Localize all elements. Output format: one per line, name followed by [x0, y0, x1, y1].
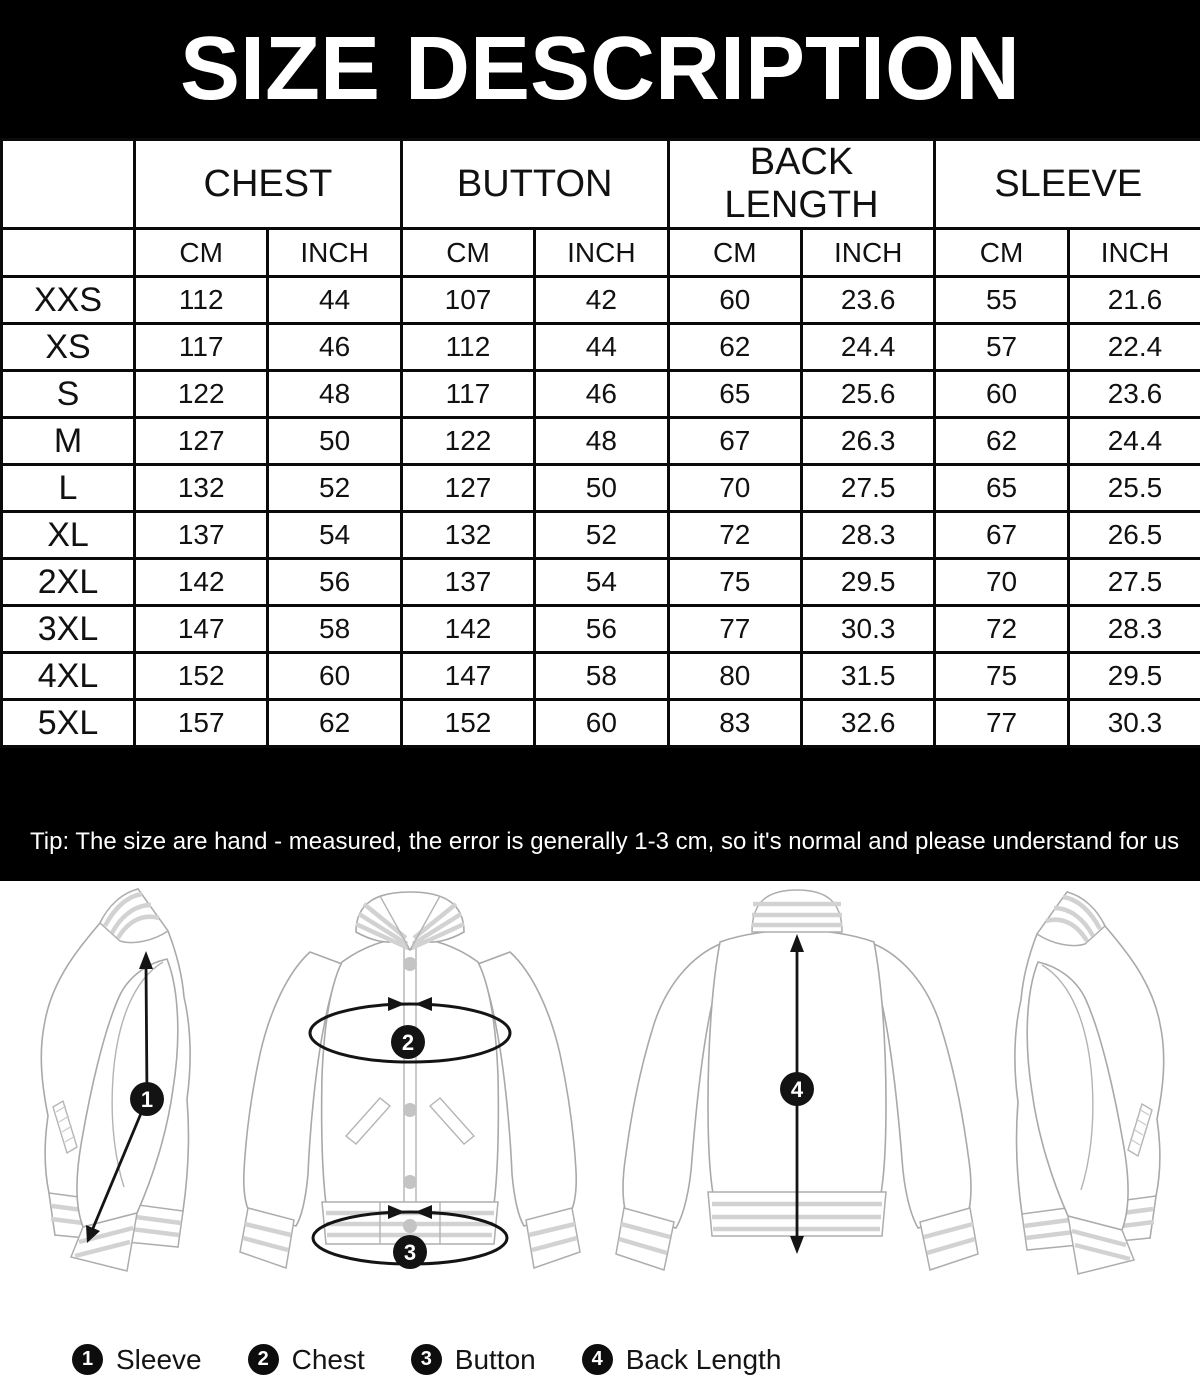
legend-label-sleeve: Sleeve [116, 1344, 202, 1376]
value-cell: 48 [535, 418, 668, 465]
value-cell: 25.5 [1068, 465, 1200, 512]
col-header-back-length: BACK LENGTH [668, 140, 935, 229]
table-row [2, 559, 1200, 606]
value-cell: 50 [268, 418, 401, 465]
unit-header: INCH [535, 229, 668, 277]
value-cell: 60 [668, 277, 801, 324]
col-header-sleeve: SLEEVE [935, 140, 1200, 229]
value-cell: 29.5 [1068, 653, 1200, 700]
value-cell: 132 [401, 512, 534, 559]
tip-banner [0, 748, 1200, 881]
value-cell: 77 [668, 606, 801, 653]
col-header-chest: CHEST [135, 140, 402, 229]
value-cell: 60 [268, 653, 401, 700]
value-cell: 65 [935, 465, 1068, 512]
number-badge-1: 1 [72, 1344, 103, 1375]
value-cell: 122 [401, 418, 534, 465]
value-cell: 48 [268, 371, 401, 418]
value-cell: 24.4 [801, 324, 934, 371]
size-label-cell: XL [2, 512, 135, 559]
value-cell: 60 [935, 371, 1068, 418]
value-cell: 62 [668, 324, 801, 371]
table-row [2, 606, 1200, 653]
size-label-cell: L [2, 465, 135, 512]
value-cell: 56 [535, 606, 668, 653]
value-cell: 25.6 [801, 371, 934, 418]
table-row [2, 371, 1200, 418]
value-cell: 67 [668, 418, 801, 465]
unit-header: CM [668, 229, 801, 277]
value-cell: 67 [935, 512, 1068, 559]
value-cell: 52 [268, 465, 401, 512]
value-cell: 137 [135, 512, 268, 559]
value-cell: 60 [535, 700, 668, 747]
table-row [2, 700, 1200, 747]
svg-text:4: 4 [791, 1077, 804, 1102]
jacket-side-view-right [995, 884, 1195, 1294]
unit-header: INCH [268, 229, 401, 277]
value-cell: 22.4 [1068, 324, 1200, 371]
value-cell: 112 [401, 324, 534, 371]
legend-item-back-length [582, 1344, 782, 1376]
value-cell: 30.3 [1068, 700, 1200, 747]
value-cell: 54 [268, 512, 401, 559]
svg-text:1: 1 [141, 1087, 153, 1112]
value-cell: 127 [135, 418, 268, 465]
size-label-cell: 2XL [2, 559, 135, 606]
size-label-cell: 4XL [2, 653, 135, 700]
value-cell: 44 [535, 324, 668, 371]
value-cell: 23.6 [1068, 371, 1200, 418]
value-cell: 42 [535, 277, 668, 324]
size-label-cell: 5XL [2, 700, 135, 747]
number-badge-2: 2 [248, 1344, 279, 1375]
table-row [2, 512, 1200, 559]
value-cell: 55 [935, 277, 1068, 324]
value-cell: 30.3 [801, 606, 934, 653]
legend-label-chest: Chest [292, 1344, 365, 1376]
title-banner [0, 0, 1200, 138]
value-cell: 83 [668, 700, 801, 747]
svg-text:3: 3 [404, 1240, 416, 1265]
size-label-cell: M [2, 418, 135, 465]
measurement-diagrams [0, 881, 1200, 1322]
value-cell: 70 [668, 465, 801, 512]
value-cell: 27.5 [1068, 559, 1200, 606]
value-cell: 75 [668, 559, 801, 606]
value-cell: 26.5 [1068, 512, 1200, 559]
value-cell: 77 [935, 700, 1068, 747]
value-cell: 54 [535, 559, 668, 606]
value-cell: 117 [401, 371, 534, 418]
value-cell: 27.5 [801, 465, 934, 512]
unit-header: CM [935, 229, 1068, 277]
value-cell: 44 [268, 277, 401, 324]
number-badge-4: 4 [582, 1344, 613, 1375]
value-cell: 29.5 [801, 559, 934, 606]
value-cell: 57 [935, 324, 1068, 371]
value-cell: 147 [135, 606, 268, 653]
value-cell: 24.4 [1068, 418, 1200, 465]
unit-header: INCH [801, 229, 934, 277]
value-cell: 152 [135, 653, 268, 700]
value-cell: 46 [535, 371, 668, 418]
value-cell: 62 [935, 418, 1068, 465]
size-label-cell: XS [2, 324, 135, 371]
value-cell: 152 [401, 700, 534, 747]
unit-header: INCH [1068, 229, 1200, 277]
value-cell: 122 [135, 371, 268, 418]
marker-2-chest [391, 1025, 425, 1059]
value-cell: 112 [135, 277, 268, 324]
size-table [0, 138, 1200, 748]
jacket-back-view [612, 884, 982, 1299]
value-cell: 142 [135, 559, 268, 606]
value-cell: 157 [135, 700, 268, 747]
size-table-body [2, 277, 1200, 747]
legend-item-button [411, 1344, 536, 1376]
value-cell: 52 [535, 512, 668, 559]
marker-4-back-length [780, 1072, 814, 1106]
table-row [2, 324, 1200, 371]
value-cell: 28.3 [801, 512, 934, 559]
value-cell: 58 [268, 606, 401, 653]
measurement-legend [0, 1322, 1200, 1397]
value-cell: 62 [268, 700, 401, 747]
number-badge-3: 3 [411, 1344, 442, 1375]
value-cell: 72 [668, 512, 801, 559]
legend-item-chest [248, 1344, 365, 1376]
marker-1-sleeve [130, 1082, 164, 1116]
value-cell: 127 [401, 465, 534, 512]
value-cell: 65 [668, 371, 801, 418]
value-cell: 58 [535, 653, 668, 700]
size-label-cell: XXS [2, 277, 135, 324]
size-label-cell: S [2, 371, 135, 418]
table-row [2, 277, 1200, 324]
jacket-front-view [228, 886, 593, 1301]
corner-cell [2, 140, 135, 229]
size-label-cell: 3XL [2, 606, 135, 653]
marker-3-button [393, 1235, 427, 1269]
value-cell: 70 [935, 559, 1068, 606]
table-row [2, 465, 1200, 512]
legend-label-back-length: Back Length [626, 1344, 782, 1376]
value-cell: 80 [668, 653, 801, 700]
value-cell: 21.6 [1068, 277, 1200, 324]
legend-label-button: Button [455, 1344, 536, 1376]
value-cell: 23.6 [801, 277, 934, 324]
value-cell: 107 [401, 277, 534, 324]
value-cell: 137 [401, 559, 534, 606]
corner-cell [2, 229, 135, 277]
col-header-button: BUTTON [401, 140, 668, 229]
svg-text:2: 2 [402, 1030, 414, 1055]
jacket-side-view-left [25, 881, 205, 1291]
value-cell: 117 [135, 324, 268, 371]
value-cell: 147 [401, 653, 534, 700]
value-cell: 75 [935, 653, 1068, 700]
legend-item-sleeve [72, 1344, 202, 1376]
group-header-row [2, 140, 1200, 229]
value-cell: 32.6 [801, 700, 934, 747]
unit-header: CM [401, 229, 534, 277]
value-cell: 31.5 [801, 653, 934, 700]
unit-header: CM [135, 229, 268, 277]
tip-text: Tip: The size are hand - measured, the error is generally 1-3 cm, so it's normal and please understand for us [30, 826, 1179, 857]
table-row [2, 653, 1200, 700]
value-cell: 142 [401, 606, 534, 653]
value-cell: 132 [135, 465, 268, 512]
value-cell: 72 [935, 606, 1068, 653]
page-title: SIZE DESCRIPTION [180, 24, 1020, 114]
unit-header-row [2, 229, 1200, 277]
value-cell: 50 [535, 465, 668, 512]
table-row [2, 418, 1200, 465]
value-cell: 28.3 [1068, 606, 1200, 653]
value-cell: 56 [268, 559, 401, 606]
value-cell: 46 [268, 324, 401, 371]
value-cell: 26.3 [801, 418, 934, 465]
